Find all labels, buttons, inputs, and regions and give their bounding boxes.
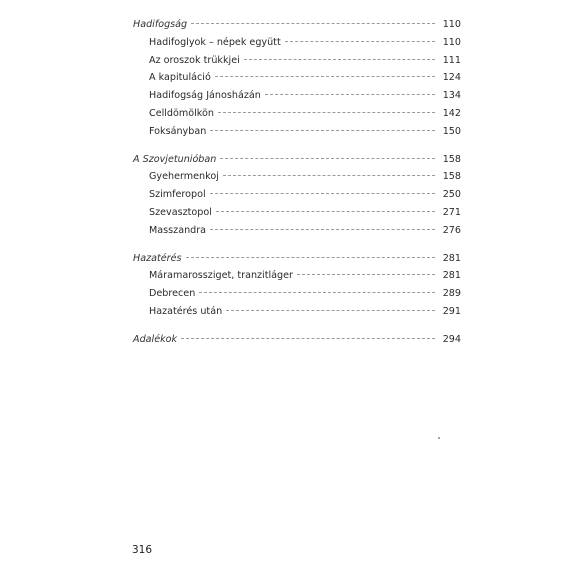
toc-entry[interactable] bbox=[133, 69, 461, 87]
toc-section-heading[interactable] bbox=[133, 16, 461, 34]
toc-entry[interactable] bbox=[133, 285, 461, 303]
toc-entry[interactable] bbox=[133, 87, 461, 105]
dot-leader bbox=[265, 94, 435, 95]
toc-section-heading[interactable] bbox=[133, 331, 461, 349]
toc-section-adalekok bbox=[133, 331, 461, 349]
toc-page-number: 158 bbox=[442, 171, 461, 183]
toc-entry[interactable] bbox=[133, 34, 461, 52]
dot-leader bbox=[244, 59, 435, 60]
toc-entry-title: Szimferopol bbox=[149, 189, 206, 201]
toc-page-number: 111 bbox=[442, 54, 461, 66]
toc-entry[interactable] bbox=[133, 303, 461, 321]
toc-page-number: 281 bbox=[442, 270, 461, 282]
dot-leader bbox=[226, 310, 435, 311]
toc-section-hadifogsag bbox=[133, 16, 461, 141]
toc-entry-title: A kapituláció bbox=[149, 72, 211, 84]
toc-page-number: 250 bbox=[442, 189, 461, 201]
dot-leader bbox=[218, 112, 435, 113]
toc-heading-title: Adalékok bbox=[133, 333, 178, 345]
toc-page-number: 291 bbox=[442, 305, 461, 317]
dot-leader bbox=[220, 158, 435, 159]
toc-entry[interactable] bbox=[133, 123, 461, 141]
toc-page-number: 142 bbox=[442, 107, 461, 119]
page-speck bbox=[438, 437, 440, 439]
toc-page-number: 158 bbox=[442, 153, 461, 165]
toc-page-number: 289 bbox=[442, 288, 461, 300]
dot-leader bbox=[210, 193, 435, 194]
toc-entry[interactable] bbox=[133, 52, 461, 70]
dot-leader bbox=[199, 292, 435, 293]
toc-entry[interactable] bbox=[133, 186, 461, 204]
toc-entry-title: Szevasztopol bbox=[149, 206, 212, 218]
dot-leader bbox=[181, 338, 435, 339]
toc-entry[interactable] bbox=[133, 204, 461, 222]
toc-section-szovjetunioban bbox=[133, 151, 461, 240]
dot-leader bbox=[210, 229, 435, 230]
toc-entry[interactable] bbox=[133, 222, 461, 240]
toc-heading-title: Hazatérés bbox=[133, 252, 182, 264]
toc-page-number: 124 bbox=[442, 72, 461, 84]
toc-entry-title: Hadifogság Jánosházán bbox=[149, 90, 261, 102]
toc-entry-title: Gyehermenkoj bbox=[149, 171, 219, 183]
toc-entry[interactable] bbox=[133, 105, 461, 123]
toc-heading-title: Hadifogság bbox=[133, 19, 188, 30]
toc-entry-title: Masszandra bbox=[149, 224, 207, 236]
toc-entry-title: Hazatérés után bbox=[149, 305, 223, 317]
toc-entry-title: Foksányban bbox=[149, 125, 207, 137]
toc-section-hazateres bbox=[133, 250, 461, 321]
toc-heading-title: A Szovjetunióban bbox=[133, 153, 217, 165]
toc-entry[interactable] bbox=[133, 168, 461, 186]
toc-page-number: 271 bbox=[442, 206, 461, 218]
dot-leader bbox=[223, 175, 435, 176]
dot-leader bbox=[216, 211, 435, 212]
dot-leader bbox=[215, 76, 435, 77]
toc-page-number: 110 bbox=[442, 36, 461, 48]
toc-section-heading[interactable] bbox=[133, 151, 461, 169]
toc-page-number: 276 bbox=[442, 224, 461, 236]
dot-leader bbox=[210, 130, 435, 131]
toc-page-number: 150 bbox=[442, 125, 461, 137]
toc-section-heading[interactable] bbox=[133, 250, 461, 268]
dot-leader bbox=[297, 274, 435, 275]
table-of-contents bbox=[133, 16, 461, 359]
page-number: 316 bbox=[132, 544, 153, 556]
toc-entry-title: Hadifoglyok – népek együtt bbox=[149, 36, 281, 48]
toc-page-number: 134 bbox=[442, 90, 461, 102]
toc-entry[interactable] bbox=[133, 267, 461, 285]
toc-page-number: 281 bbox=[442, 252, 461, 264]
toc-entry-title: Az oroszok trükkjei bbox=[149, 54, 240, 66]
dot-leader bbox=[186, 257, 435, 258]
toc-entry-title: Máramarossziget, tranzitláger bbox=[149, 270, 293, 282]
toc-entry-title: Debrecen bbox=[149, 288, 196, 300]
dot-leader bbox=[191, 23, 435, 24]
toc-entry-title: Celldömölkön bbox=[149, 107, 214, 119]
toc-page-number: 294 bbox=[442, 333, 461, 345]
toc-page-number: 110 bbox=[442, 19, 461, 30]
dot-leader bbox=[285, 41, 435, 42]
